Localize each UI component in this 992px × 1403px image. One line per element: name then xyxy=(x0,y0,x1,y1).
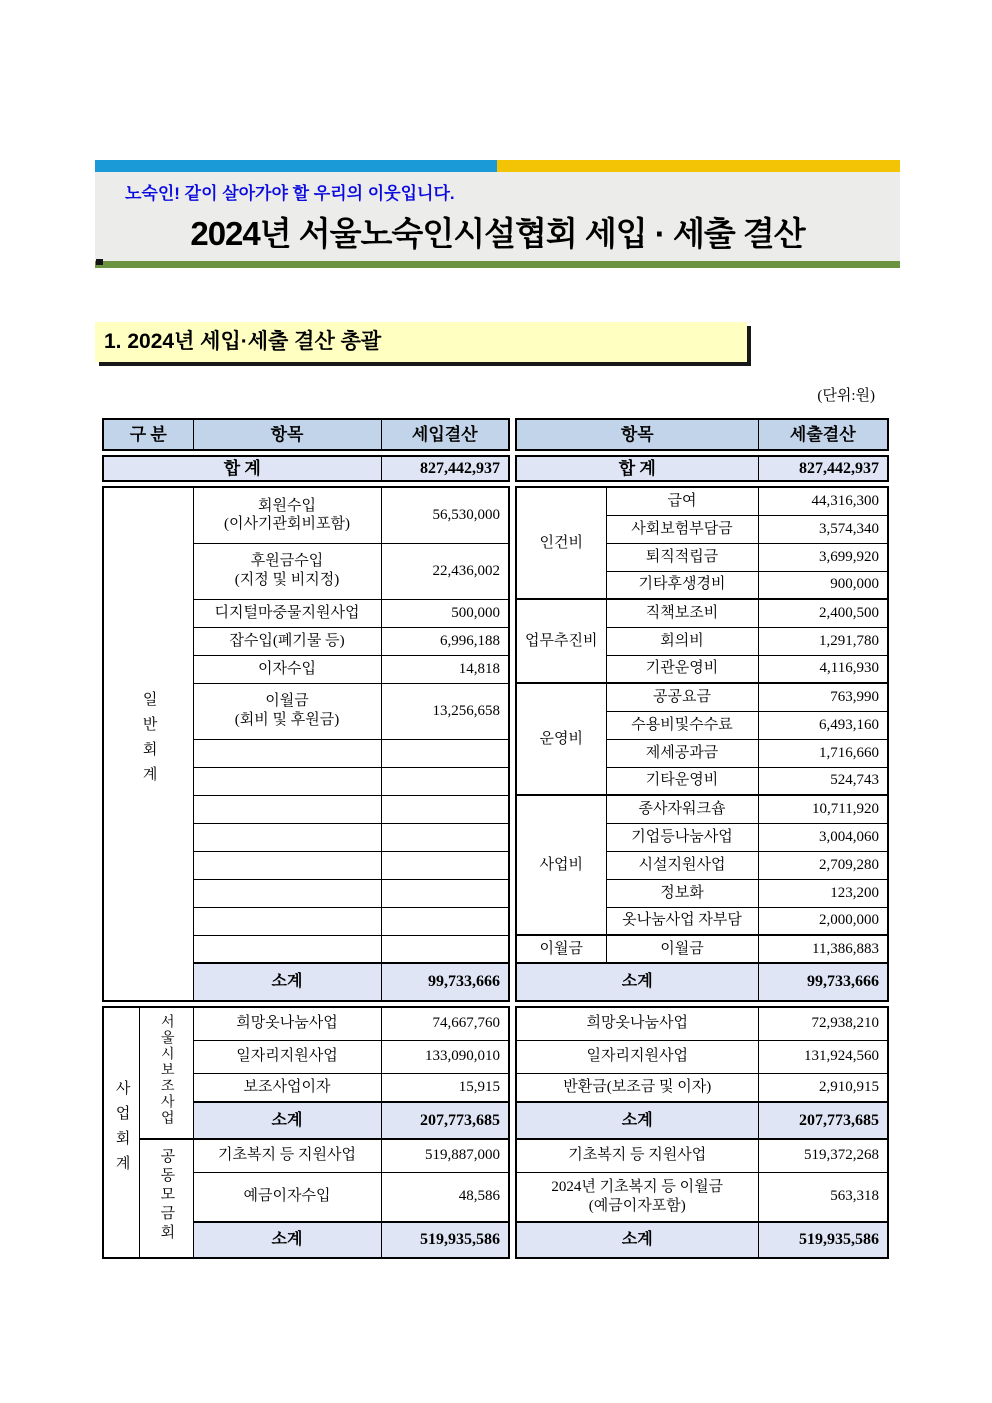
seoul-subsidy-income-subtotal-label: 소계 xyxy=(193,1102,381,1139)
expense-item-label: 직책보조비 xyxy=(606,599,758,627)
expense-item-label: 기타후생경비 xyxy=(606,571,758,599)
expense-group-label xyxy=(516,599,606,683)
expense-item-label: 사회보험부담금 xyxy=(606,515,758,543)
expense-item-value: 2,910,915 xyxy=(758,1073,888,1102)
banner-stripe xyxy=(95,160,900,172)
income-item-label: 일자리지원사업 xyxy=(193,1040,381,1073)
grand-total-expense-value: 827,442,937 xyxy=(758,456,888,481)
expense-item-label: 희망옷나눔사업 xyxy=(516,1007,758,1040)
empty-cell xyxy=(193,767,381,795)
business-expense-table xyxy=(515,1006,889,1259)
expense-item-value: 10,711,920 xyxy=(758,795,888,823)
section-heading: 1. 2024년 세입·세출 결산 총괄 xyxy=(95,322,747,362)
gubun-general-account-label: 일반회계 xyxy=(140,691,157,792)
income-item-label xyxy=(193,683,381,739)
empty-cell xyxy=(381,795,509,823)
empty-cell xyxy=(193,739,381,767)
expense-group-name: 업무추진비 xyxy=(525,632,598,649)
empty-cell xyxy=(193,935,381,963)
expense-item-value: 1,716,660 xyxy=(758,739,888,767)
expense-item-value: 4,116,930 xyxy=(758,655,888,683)
expense-item-value: 519,372,268 xyxy=(758,1139,888,1172)
general-expense-subtotal-label: 소계 xyxy=(516,963,758,1001)
expense-item-value: 2,709,280 xyxy=(758,851,888,879)
income-item-line2: (이사기관회비포함) xyxy=(224,516,350,533)
gubun-business-account-label: 사업회계 xyxy=(113,1079,130,1180)
income-item-value: 56,530,000 xyxy=(381,487,509,543)
general-income-table xyxy=(102,486,510,1002)
unit-note: (단위:원) xyxy=(817,388,875,404)
empty-cell xyxy=(193,823,381,851)
top-banner xyxy=(95,160,900,268)
expense-item-value: 11,386,883 xyxy=(758,935,888,963)
empty-cell xyxy=(381,851,509,879)
expense-item-label: 수용비및수수료 xyxy=(606,711,758,739)
income-item-line2: (지정 및 비지정) xyxy=(234,572,340,588)
expense-item-label xyxy=(516,1172,758,1222)
subgroup-seoul-subsidy-label: 서울시보조사업 xyxy=(158,1014,174,1127)
expense-item-label: 기초복지 등 지원사업 xyxy=(516,1139,758,1172)
expense-item-label: 정보화 xyxy=(606,879,758,907)
empty-cell xyxy=(193,907,381,935)
community-chest-income-subtotal-value: 519,935,586 xyxy=(381,1222,509,1258)
expense-item-value: 3,004,060 xyxy=(758,823,888,851)
subgroup-seoul-subsidy xyxy=(139,1007,193,1139)
banner-body xyxy=(95,172,900,261)
empty-cell xyxy=(193,879,381,907)
expense-item-value: 900,000 xyxy=(758,571,888,599)
grand-total-income-value: 827,442,937 xyxy=(381,456,509,481)
expense-item-value: 563,318 xyxy=(758,1172,888,1222)
banner-green-bar xyxy=(95,261,900,268)
grand-total-income xyxy=(102,455,510,482)
cursor-tick-mark xyxy=(96,259,103,265)
empty-cell xyxy=(381,935,509,963)
income-item-value: 14,818 xyxy=(381,655,509,683)
empty-cell xyxy=(193,851,381,879)
seoul-subsidy-expense-subtotal-label: 소계 xyxy=(516,1102,758,1139)
expense-item-value: 123,200 xyxy=(758,879,888,907)
income-item-value: 48,586 xyxy=(381,1172,509,1222)
general-expense-table xyxy=(515,486,889,1002)
col-header-gubun: 구 분 xyxy=(103,419,193,450)
expense-item-label: 종사자워크숍 xyxy=(606,795,758,823)
business-income-table xyxy=(102,1006,510,1259)
general-income-subtotal-value: 99,733,666 xyxy=(381,963,509,1001)
expense-item-value: 6,493,160 xyxy=(758,711,888,739)
community-chest-expense-subtotal-value: 519,935,586 xyxy=(758,1222,888,1258)
expense-item-value: 3,574,340 xyxy=(758,515,888,543)
expense-item-value: 131,924,560 xyxy=(758,1040,888,1073)
income-item-line2: (회비 및 후원금) xyxy=(234,712,340,728)
expense-item-label: 퇴직적립금 xyxy=(606,543,758,571)
gubun-general-account xyxy=(103,487,193,1001)
income-item-label: 이자수입 xyxy=(193,655,381,683)
col-header-item-expense: 항목 xyxy=(516,419,758,450)
income-item-label: 보조사업이자 xyxy=(193,1073,381,1102)
expense-item-value: 2,000,000 xyxy=(758,907,888,935)
income-item-value: 6,996,188 xyxy=(381,627,509,655)
document-title: 2024년 서울노숙인시설협회 세입 · 세출 결산 xyxy=(190,215,805,252)
expense-item-label: 기업등나눔사업 xyxy=(606,823,758,851)
expense-item-value: 763,990 xyxy=(758,683,888,711)
income-item-label xyxy=(193,543,381,599)
expense-item-value: 44,316,300 xyxy=(758,487,888,515)
expense-item-value: 3,699,920 xyxy=(758,543,888,571)
expense-item-label: 급여 xyxy=(606,487,758,515)
community-chest-expense-subtotal-label: 소계 xyxy=(516,1222,758,1258)
subgroup-community-chest-label: 공동모금회 xyxy=(158,1148,175,1244)
empty-cell xyxy=(381,767,509,795)
banner-slogan: 노숙인! 같이 살아가야 할 우리의 이웃입니다. xyxy=(125,184,455,203)
col-header-expense: 세출결산 xyxy=(758,419,888,450)
income-item-label: 잡수입(폐기물 등) xyxy=(193,627,381,655)
expense-item-label: 이월금 xyxy=(606,935,758,963)
expense-item-line1: 2024년 기초복지 등 이월금 xyxy=(551,1179,724,1195)
expense-item-label: 시설지원사업 xyxy=(606,851,758,879)
expense-item-label: 일자리지원사업 xyxy=(516,1040,758,1073)
income-item-label: 희망옷나눔사업 xyxy=(193,1007,381,1040)
income-item-label: 디지털마중물지원사업 xyxy=(193,599,381,627)
expense-item-value: 1,291,780 xyxy=(758,627,888,655)
income-item-line1: 이월금 xyxy=(265,693,309,710)
income-item-line1: 후원금수입 xyxy=(250,553,324,570)
income-item-value: 74,667,760 xyxy=(381,1007,509,1040)
expense-item-label: 기관운영비 xyxy=(606,655,758,683)
expense-item-line2: (예금이자포함) xyxy=(588,1197,686,1214)
community-chest-income-subtotal-label: 소계 xyxy=(193,1222,381,1258)
table-header-block xyxy=(102,418,889,451)
seoul-subsidy-income-subtotal-value: 207,773,685 xyxy=(381,1102,509,1139)
header-table-income xyxy=(102,418,510,451)
empty-cell xyxy=(193,795,381,823)
income-item-label xyxy=(193,487,381,543)
income-item-value: 13,256,658 xyxy=(381,683,509,739)
subgroup-community-chest xyxy=(139,1139,193,1258)
stripe-yellow-segment xyxy=(497,160,900,172)
income-item-label: 예금이자수입 xyxy=(193,1172,381,1222)
expense-group-label xyxy=(516,487,606,599)
income-item-label: 기초복지 등 지원사업 xyxy=(193,1139,381,1172)
expense-group-label: 이월금 xyxy=(516,935,606,963)
expense-item-value: 524,743 xyxy=(758,767,888,795)
settlement-table xyxy=(102,418,889,1263)
expense-group-name: 인건비 xyxy=(539,534,583,551)
gubun-business-account xyxy=(103,1007,139,1258)
expense-group-label xyxy=(516,795,606,935)
grand-total-expense-label: 합 계 xyxy=(516,456,758,481)
general-expense-subtotal-value: 99,733,666 xyxy=(758,963,888,1001)
expense-item-label: 기타운영비 xyxy=(606,767,758,795)
income-item-value: 22,436,002 xyxy=(381,543,509,599)
expense-group-name: 운영비 xyxy=(539,730,583,747)
expense-item-value: 2,400,500 xyxy=(758,599,888,627)
business-account-block xyxy=(102,1006,889,1259)
grand-total-block xyxy=(102,455,889,482)
seoul-subsidy-expense-subtotal-value: 207,773,685 xyxy=(758,1102,888,1139)
grand-total-income-label: 합 계 xyxy=(103,456,381,481)
stripe-blue-segment xyxy=(95,160,497,172)
col-header-income: 세입결산 xyxy=(381,419,509,450)
empty-cell xyxy=(381,823,509,851)
expense-item-label: 공공요금 xyxy=(606,683,758,711)
general-account-block xyxy=(102,486,889,1002)
income-item-value: 133,090,010 xyxy=(381,1040,509,1073)
empty-cell xyxy=(381,907,509,935)
empty-cell xyxy=(381,879,509,907)
expense-group-name: 사업비 xyxy=(539,856,583,873)
expense-group-label xyxy=(516,683,606,795)
income-item-line1: 회원수입 xyxy=(258,497,316,514)
expense-item-value: 72,938,210 xyxy=(758,1007,888,1040)
general-income-subtotal-label: 소계 xyxy=(193,963,381,1001)
expense-item-label: 회의비 xyxy=(606,627,758,655)
expense-item-label: 반환금(보조금 및 이자) xyxy=(516,1073,758,1102)
income-item-value: 519,887,000 xyxy=(381,1139,509,1172)
empty-cell xyxy=(381,739,509,767)
income-item-value: 500,000 xyxy=(381,599,509,627)
grand-total-expense xyxy=(515,455,889,482)
col-header-item-income: 항목 xyxy=(193,419,381,450)
income-item-value: 15,915 xyxy=(381,1073,509,1102)
expense-item-label: 제세공과금 xyxy=(606,739,758,767)
header-table-expense xyxy=(515,418,889,451)
expense-item-label: 옷나눔사업 자부담 xyxy=(606,907,758,935)
